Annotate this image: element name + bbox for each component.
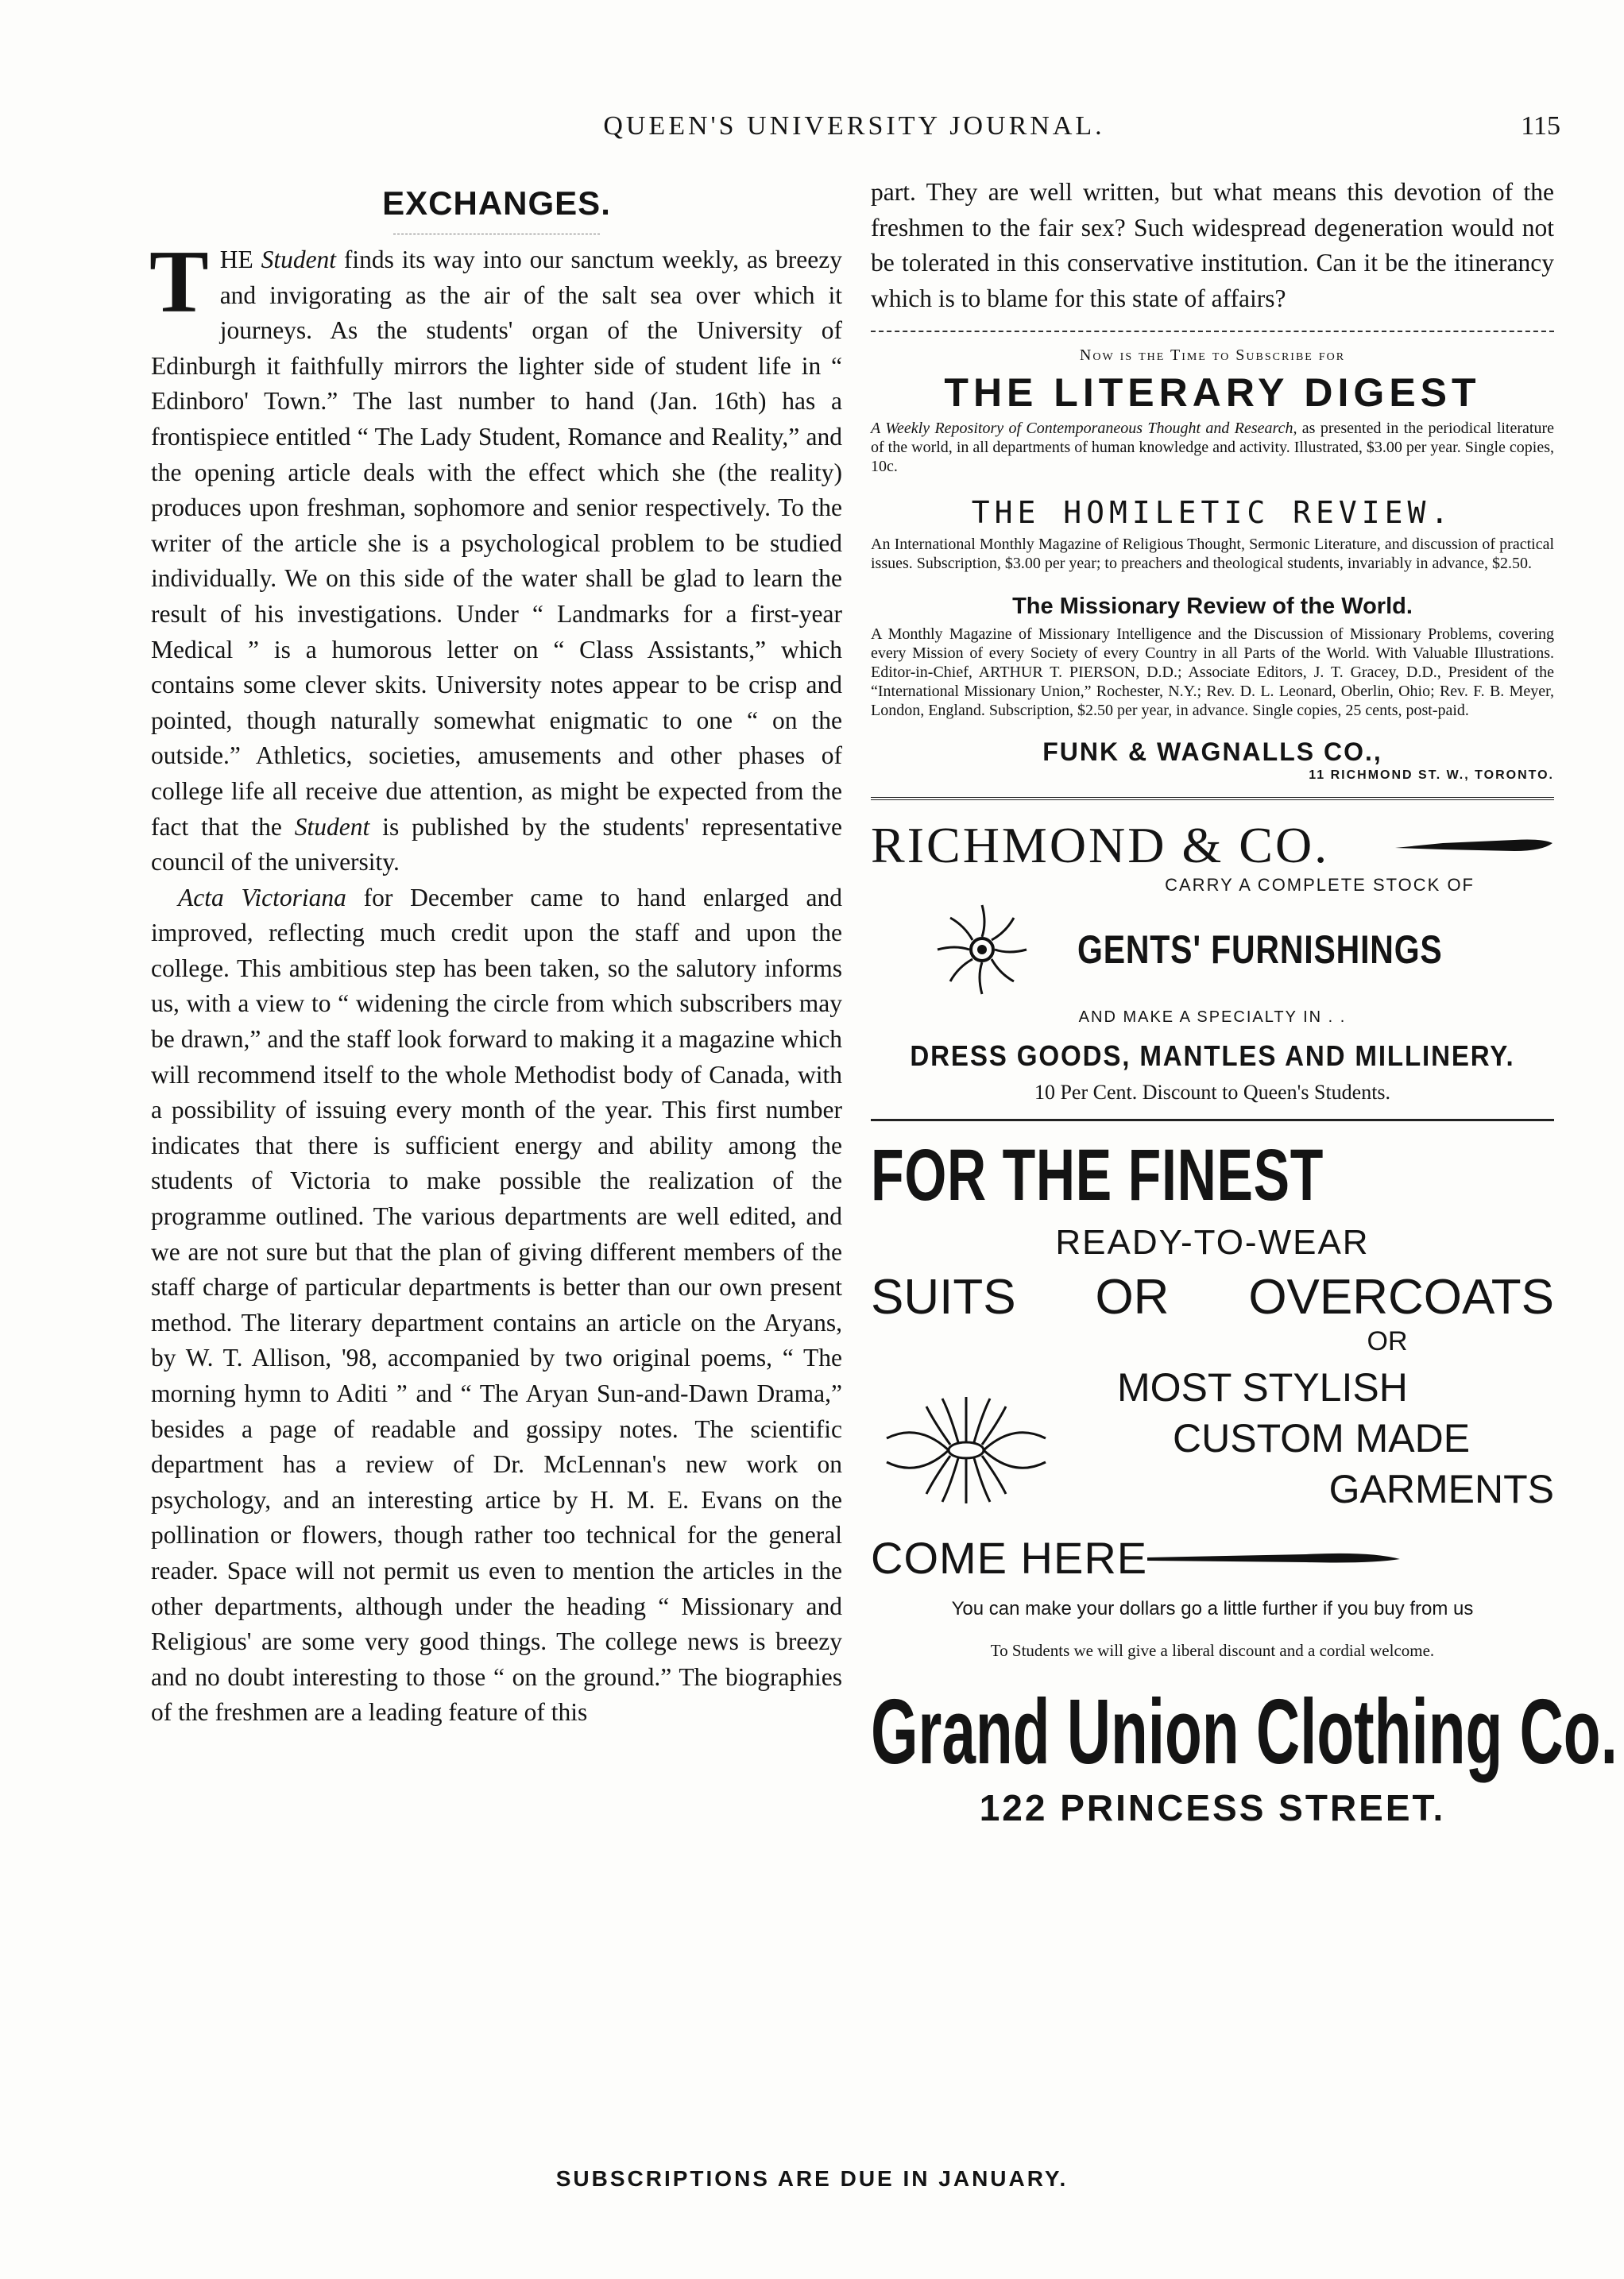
exchanges-continuation: part. They are well written, but what means this devotion of the freshmen to the fair sex? Such widespread degeneration would not be tolerated in this conservative institution. Can it be the itinerancy which is to blame for this state of affairs? [871,178,1554,312]
paragraph-text: for December came to hand enlarged and improved, reflecting much credit upon the staff and upon the college. This ambitious step has been taken, so the salutory informs us, with a view to “ widening the circle from which subscribers may be drawn,” and the staff look forward to making it a magazine which will recommend itself to the whole Methodist body of Canada, with a possibility of issuing every month of the year. This first number indicates that there is sufficient energy and ability among the students of Victoria to make possible the realization of the programme outlined. The various departments are well edited, and we are not sure but that the plan of giving different members of the staff charge of particular departments is better than our own present method. The literary department contains an article on the Aryans, by W. T. Allison, '98, accompanied by two original poems, “ The morning hymn to Aditi ” and “ The Aryan Sun-and-Dawn Drama,” besides a page of readable and gossipy notes. The scientific department has a review of Dr. McLennan's new work on psychology, and an interesting artice by H. M. E. Evans on the pollination or flowers, though rather too technical for the general reader. Space will not permit us even to mention the articles in the other departments, although under the heading “ Missionary and Religious' are some very good things. The college news is breezy and no doubt interesting to those “ on the ground.” The biographies of the freshmen are a leading feature of this [151,883,843,1727]
literary-digest-description [871,419,1554,476]
suits-row [871,1269,1554,1326]
gents-row [871,902,1554,997]
divider [871,1119,1554,1121]
digest-subtitle: A Weekly Repository of Contemporaneous Thought and Research, [871,420,1297,438]
garments: GARMENTS [1328,1467,1554,1512]
divider [871,331,1554,332]
carry-line: CARRY A COMPLETE STOCK OF [1165,875,1475,896]
richmond-name: RICHMOND & CO. [871,817,1330,874]
advertisement-column [871,175,1618,1829]
exchanges-paragraph-1 [149,233,842,880]
richmond-header [871,816,1554,875]
paragraph-text: HE [219,246,261,273]
suits-word: SUITS [871,1270,1016,1325]
running-head: QUEEN'S UNIVERSITY JOURNAL. [603,111,1105,141]
dollars-line: You can make your dollars go a little further if you buy from us [951,1598,1474,1620]
missionary-review-description: A Monthly Magazine of Missionary Intelligence and the Discussion of Missionary Problems, covering every Mission of every Society of every Country in all Parts of the World. With Valuable Illustrations. Editor-in-Chief, ARTHUR T. PIERSON, D.D.; Associate Editors, J. T. Gracey, D.D., President of the “International Missionary Union,” Rochester, N.Y.; Rev. D. L. Leonard, Oberlin, Ohio; Rev. F. B. Meyer, London, England. Subscription, $2.50 per year, in advance. Single copies, 25 cents, post-paid. [871,625,1554,720]
or-line: OR [1367,1326,1408,1357]
section-title: EXCHANGES. [382,184,611,222]
gents-furnishings: GENTS' FURNISHINGS [1077,927,1443,973]
title-rule [393,234,600,236]
pointing-hand-icon [1395,834,1554,857]
stylish-block [871,1362,1554,1515]
come-here-row [871,1532,1554,1584]
divider [871,797,1554,800]
for-the-finest: FOR THE FINEST [871,1135,1324,1217]
homiletic-review-description: An International Monthly Magazine of Religious Thought, Sermonic Literature, and discussion of practical issues. Subscription, $3.00 per year; to preachers and theological students, invariably in advance, $2.50. [871,536,1554,573]
grand-union-address: 122 PRINCESS STREET. [979,1787,1446,1829]
sunburst-ornament-icon [934,902,1030,997]
richmond-ad [871,816,1554,1105]
or-word: OR [1095,1270,1170,1325]
dress-goods-line: DRESS GOODS, MANTLES AND MILLINERY. [910,1039,1515,1073]
pointing-hand-icon [1147,1546,1402,1570]
grand-union-name: Grand Union Clothing Co. [871,1680,1618,1784]
drop-cap: T [149,233,209,331]
paragraph-text: is published by the students' representative council of the university. [151,812,842,876]
funk-wagnalls-address: 11 RICHMOND ST. W., TORONTO. [1309,768,1554,783]
page-number: 115 [1521,111,1560,141]
liberal-discount-line: To Students we will give a liberal discount and a cordial welcome. [990,1641,1435,1661]
publication-name: Acta Victoriana [178,883,346,911]
missionary-review-title: The Missionary Review of the World. [1012,594,1413,620]
come-here: COME HERE [871,1533,1148,1584]
floral-ornament-icon [871,1391,1061,1510]
publication-name: Student [261,246,337,273]
grand-union-ad [871,1135,1618,1829]
funk-wagnalls-name: FUNK & WAGNALLS CO., [1042,737,1382,767]
overcoats-word: OVERCOATS [1248,1270,1554,1325]
homiletic-review-title: THE HOMILETIC REVIEW. [971,495,1454,531]
most-stylish: MOST STYLISH [1117,1365,1408,1410]
publication-name: Student [294,812,370,841]
subscribe-line: Now is the Time to Subscribe for [1079,346,1346,365]
student-discount: 10 Per Cent. Discount to Queen's Students. [1034,1081,1391,1105]
paragraph-text: finds its way into our sanctum weekly, as breezy and invigorating as the air of the salt sea over which it journeys. As the students' organ of the University of Edinburgh it faithfully mirrors the lighter side of student life in “ Edinboro' Town.” The last number to hand (Jan. 16th) has a frontispiece entitled “ The Lady Student, Romance and Reality,” and the opening article deals with the effect which she (the reality) produces upon freshman, sophomore and senior respectively. To the writer of the article she is a psychological problem to be studied individually. We on this side of the water shall be glad to learn the result of his investigations. Under “ Landmarks for a first-year Medical ” is a humorous letter on “ Class Assistants,” which contains some clever skits. University notes appear to be crisp and pointed, though naturally somewhat enigmatic to one “ on the outside.” Athletics, societies, amusements and other phases of college life all receive due attention, as might be expected from the fact that the [151,246,842,841]
ready-to-wear: READY-TO-WEAR [1055,1223,1370,1263]
digest-text: as presented in the periodical literature of the world, in all departments of human knowledge and activity. Illustrated, $3.00 per year. Single copies, 10c. [871,420,1555,476]
specialty-line: AND MAKE A SPECIALTY IN . . [1078,1008,1347,1027]
exchanges-column [151,183,842,1731]
custom-made: CUSTOM MADE [1173,1416,1471,1461]
funk-wagnalls-ad [871,346,1554,783]
stylish-lines [1061,1362,1554,1515]
literary-digest-title: THE LITERARY DIGEST [944,370,1481,416]
subscriptions-footer: SUBSCRIPTIONS ARE DUE IN JANUARY. [555,2166,1069,2191]
exchanges-paragraph-2 [151,880,842,1731]
